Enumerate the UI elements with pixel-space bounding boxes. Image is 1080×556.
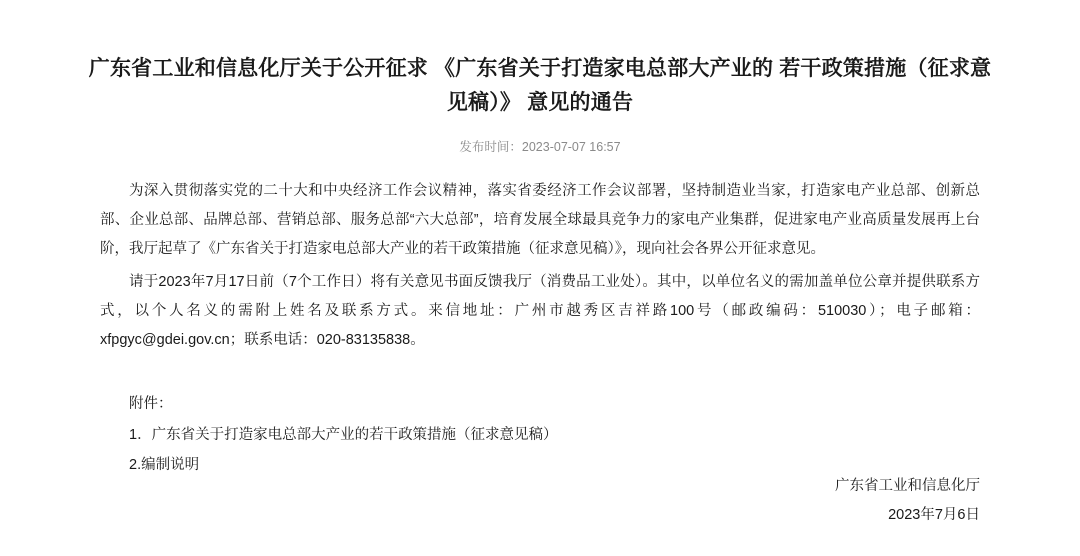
page-title: 广东省工业和信息化厅关于公开征求 《广东省关于打造家电总部大产业的 若干政策措施（征求意见稿）》 意见的通告: [88, 57, 992, 114]
publish-time: 发布时间：2023-07-07 16:57: [459, 140, 621, 155]
attachment-link[interactable]: 2.编制说明: [129, 457, 200, 474]
signature-block: [835, 472, 980, 530]
body-paragraph: 请于2023年7月17日前（7个工作日）将有关意见书面反馈我厅（消费品工业处）。其中，以单位名义的需加盖单位公章并提供联系方式，以个人名义的需附上姓名及联系方式。来信地址：广州市越秀区吉祥路100号（邮政编码：510030）；电子邮箱：xfpgyc@gdei.gov.cn；联系电话：020-83135838。: [100, 274, 980, 349]
document-body: [78, 177, 1002, 355]
signature-organization: 广东省工业和信息化厅: [835, 478, 980, 494]
signature-date: 2023年7月6日: [888, 507, 980, 523]
attachment-link[interactable]: 1．广东省关于打造家电总部大产业的若干政策措施（征求意见稿）: [129, 426, 558, 443]
body-paragraph: 为深入贯彻落实党的二十大和中央经济工作会议精神，落实省委经济工作会议部署，坚持制造业当家，打造家电产业总部、创新总部、企业总部、品牌总部、营销总部、服务总部“六大总部”，培育发展全球最具竞争力的家电产业集群，促进家电产业高质量发展再上台阶，我厅起草了《广东省关于打造家电总部大产业的若干政策措施（征求意见稿）》，现向社会各界公开征求意见。: [100, 183, 980, 258]
attachments-label: 附件：: [129, 396, 173, 413]
attachments-section: [78, 389, 1002, 480]
